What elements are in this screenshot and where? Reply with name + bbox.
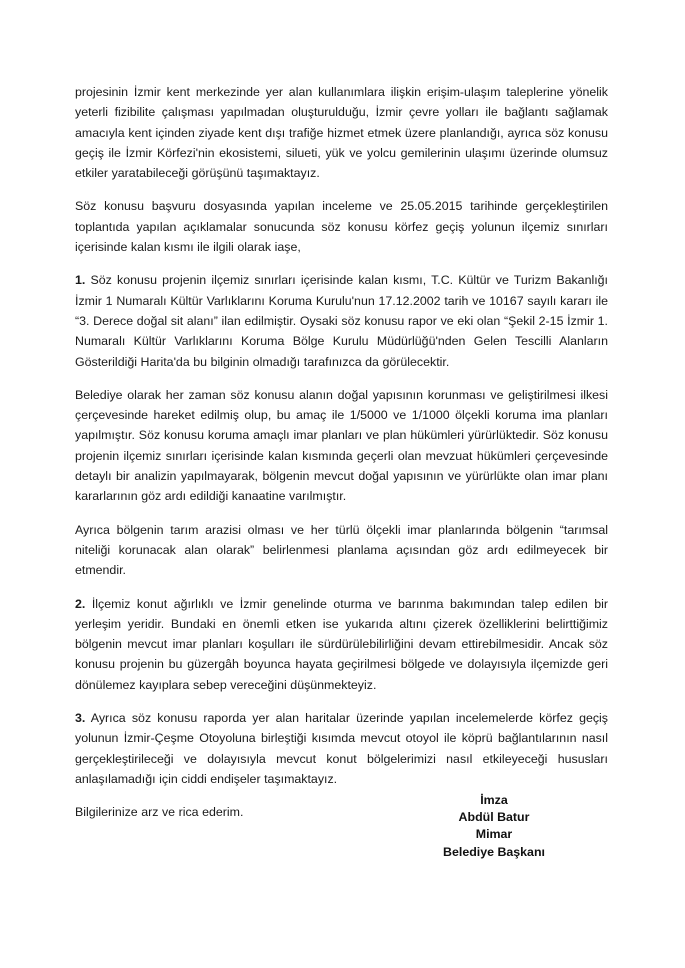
paragraph-meeting bbox=[75, 196, 608, 257]
paragraph-text: Belediye olarak her zaman söz konusu alanın doğal yapısının korunması ve geliştirilmesi ilkesi çerçevesinde hareket edilmiş olup, bu amaç ile 1/5000 ve 1/1000 ölçekli koruma ima planları yapılmıştır. Söz konusu koruma amaçlı imar planları ve plan hükümleri yürürlüktedir. Söz konusu projenin ilçemiz sınırları içerisinde kalan kısmında geçerli olan mevzuat hükümleri çerçevesinde detaylı bir analizin yapılmayarak, bölgenin mevcut doğal yapısının ve yürürlükte olan imar planı kararlarının göz ardı edildiği kanaatine varılmıştır. bbox=[75, 387, 608, 504]
paragraph-intro bbox=[75, 82, 608, 183]
signature-line-profession: Mimar bbox=[475, 827, 513, 842]
paragraph-text: Bilgilerinize arz ve rica ederim. bbox=[75, 805, 244, 820]
list-marker-1: 1. bbox=[75, 273, 86, 288]
paragraph-text: İlçemiz konut ağırlıklı ve İzmir genelinde oturma ve barınma bakımından talep edilen bir yerleşim yeridir. Bundaki en önemli etken ise yukarıda altını çizerek özelliklerini belirttiğimiz bölgenin mevcut imar planları koşulları ile sürdürülebilirliğini devam ettirebilmesidir. Ancak söz konusu projenin bu güzergâh boyunca hayata geçirilmesi bölgede ve dolayısıyla ilçemizde geri dönülemez kayıplara sebep vereceğini düşünmekteyiz. bbox=[75, 596, 608, 692]
paragraph-text: Ayrıca bölgenin tarım arazisi olması ve her türlü ölçekli imar planlarında bölgenin “tarımsal niteliği korunacak alan olarak” belirlenmesi planlama açısından göz ardı edilmeyecek bir etmendir. bbox=[75, 522, 608, 578]
paragraph-text: projesinin İzmir kent merkezinde yer alan kullanımlara ilişkin erişim-ulaşım taleplerine yönelik yeterli fizibilite çalışması yapılmadan oluşturulduğu, İzmir çevre yolları ile bağlantı sağlamak amacıyla kent içinden ziyade kent dışı trafiğe hizmet etmek üzere planlandığı, ayrıca söz konusu geçiş ile İzmir Körfezi'nin ekosistemi, silueti, yük ve yolcu gemilerinin ulaşımı üzerinde olumsuz etkiler yaratabileceği görüşünü taşımaktayız. bbox=[75, 85, 608, 181]
paragraph-item-2 bbox=[75, 594, 608, 695]
signature-line-title: Belediye Başkanı bbox=[443, 844, 545, 859]
list-marker-2: 2. bbox=[75, 596, 86, 611]
paragraph-text: Söz konusu projenin ilçemiz sınırları içerisinde kalan kısmı, T.C. Kültür ve Turizm Bakanlığı İzmir 1 Numaralı Kültür Varlıklarını Koruma Kurulu'nun 17.12.2002 tarih ve 10167 sayılı kararı ile “3. Derece doğal sit alanı” ilan edilmiştir. Oysaki söz konusu rapor ve eki olan “Şekil 2-15 İzmir 1. Numaralı Kültür Varlıklarını Koruma Bölge Kurulu Müdürlüğü'nden Gelen Tescilli Alanların Gösterildiği Harita'da bu bilginin olmadığı tarafınızca da görülecektir. bbox=[75, 273, 608, 369]
signature-line-name: Abdül Batur bbox=[458, 810, 530, 825]
paragraph-item-3 bbox=[75, 708, 608, 789]
paragraph-agriculture bbox=[75, 520, 608, 581]
paragraph-text: Söz konusu başvuru dosyasında yapılan inceleme ve 25.05.2015 tarihinde gerçekleştirilen toplantıda yapılan açıklamalar sonucunda söz konusu körfez geçiş yolunun ilçemiz sınırları içerisinde kalan kısmı ile ilgili olarak iaşe, bbox=[75, 199, 608, 255]
signature-line-imza: İmza bbox=[480, 793, 508, 807]
signature-block bbox=[393, 792, 595, 861]
paragraph-item-1 bbox=[75, 270, 608, 371]
document-body bbox=[75, 82, 608, 823]
paragraph-text: Ayrıca söz konusu raporda yer alan haritalar üzerinde yapılan incelemelerde körfez geçiş yolunun İzmir-Çeşme Otoyoluna birleştiği kısımda mevcut otoyol ile köprü bağlantılarının nasıl gerçekleştirileceği ve dolayısıyla mevcut konut bölgelerimizi nasıl etkileyeceği hususları anlaşılamadığı için ciddi endişeler taşımaktayız. bbox=[75, 711, 608, 786]
list-marker-3: 3. bbox=[75, 711, 86, 726]
paragraph-municipality bbox=[75, 385, 608, 507]
